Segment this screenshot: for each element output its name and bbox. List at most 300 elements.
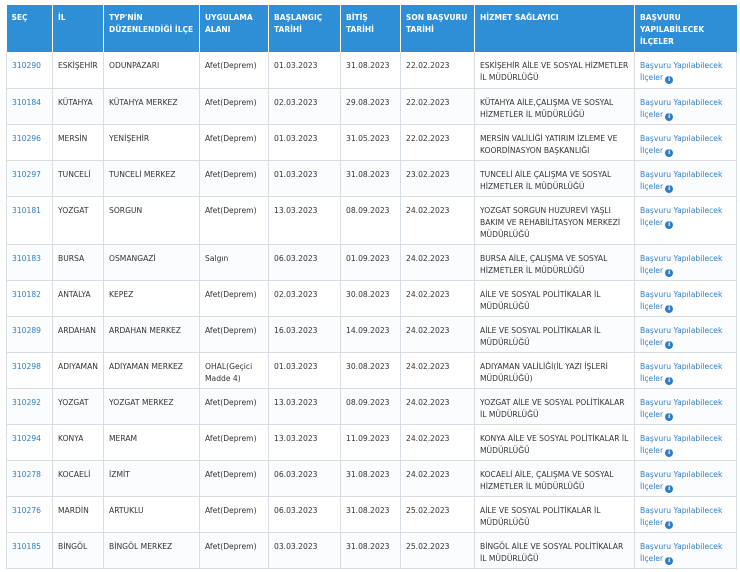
header-ilce: TYP'NİN DÜZENLENDİĞİ İLÇE <box>104 5 200 52</box>
cell-saglayici <box>475 196 635 244</box>
cell-basvuru-ilceler[interactable] <box>635 160 737 196</box>
info-icon[interactable]: i <box>665 485 673 493</box>
cell-son <box>401 424 475 460</box>
cell-saglayici <box>475 316 635 352</box>
cell-il <box>53 88 104 124</box>
cell-ilce-text: ARDAHAN MERKEZ <box>109 325 181 335</box>
cell-alan <box>200 160 269 196</box>
cell-il-text: ADIYAMAN <box>58 361 98 371</box>
cell-saglayici <box>475 88 635 124</box>
cell-sec[interactable] <box>7 388 53 424</box>
cell-ilce-text: KEPEZ <box>109 289 134 299</box>
cell-bitis-text: 31.08.2023 <box>346 541 390 551</box>
cell-sec[interactable] <box>7 160 53 196</box>
select-program-link[interactable]: 310296 <box>12 133 41 143</box>
cell-baslangic <box>269 88 341 124</box>
cell-baslangic <box>269 388 341 424</box>
eligible-districts-link[interactable] <box>640 398 722 419</box>
cell-alan <box>200 124 269 160</box>
cell-son <box>401 196 475 244</box>
cell-saglayici <box>475 124 635 160</box>
cell-il <box>53 196 104 244</box>
table-row <box>7 496 737 532</box>
cell-son <box>401 496 475 532</box>
select-program-link[interactable]: 310297 <box>12 169 41 179</box>
cell-il <box>53 52 104 88</box>
cell-son-text: 24.02.2023 <box>406 205 450 215</box>
cell-bitis <box>341 460 401 496</box>
cell-alan <box>200 460 269 496</box>
eligible-districts-link[interactable] <box>640 206 722 227</box>
cell-son <box>401 352 475 388</box>
cell-ilce <box>104 424 200 460</box>
cell-ilce-text: BİNGÖL MERKEZ <box>109 541 173 551</box>
eligible-districts-label: Başvuru Yapılabilecek İlçeler <box>640 289 723 311</box>
cell-son <box>401 532 475 568</box>
cell-ilce-text: ARTUKLU <box>109 505 144 515</box>
cell-bitis-text: 11.09.2023 <box>346 433 390 443</box>
cell-il-text: BURSA <box>58 253 85 263</box>
cell-alan <box>200 196 269 244</box>
cell-sec[interactable] <box>7 52 53 88</box>
cell-alan-text: Afet(Deprem) <box>205 61 257 70</box>
eligible-districts-link[interactable] <box>640 134 722 155</box>
select-program-link[interactable]: 310292 <box>12 397 41 407</box>
cell-baslangic <box>269 196 341 244</box>
cell-baslangic-text: 13.03.2023 <box>274 433 318 443</box>
cell-saglayici <box>475 244 635 280</box>
select-program-link[interactable]: 310278 <box>12 469 41 479</box>
cell-bitis <box>341 280 401 316</box>
cell-saglayici <box>475 424 635 460</box>
cell-son-text: 25.02.2023 <box>406 505 450 515</box>
info-icon[interactable]: i <box>665 377 673 385</box>
select-program-link[interactable]: 310289 <box>12 325 41 335</box>
select-program-link[interactable]: 310276 <box>12 505 41 515</box>
cell-bitis-text: 08.09.2023 <box>346 205 390 215</box>
cell-il-text: BİNGÖL <box>58 541 88 551</box>
cell-saglayici-text: BURSA AİLE, ÇALIŞMA VE SOSYAL HİZMETLER İL MÜDÜRLÜĞÜ <box>480 253 608 275</box>
eligible-districts-link[interactable] <box>640 61 722 82</box>
table-row <box>7 280 737 316</box>
eligible-districts-label: Başvuru Yapılabilecek İlçeler <box>640 433 723 455</box>
program-table <box>6 5 737 569</box>
cell-son-text: 22.02.2023 <box>406 61 450 70</box>
cell-son-text: 24.02.2023 <box>406 433 450 443</box>
cell-saglayici <box>475 496 635 532</box>
cell-son-text: 24.02.2023 <box>406 253 450 263</box>
info-icon[interactable]: i <box>665 341 673 349</box>
cell-bitis-text: 29.08.2023 <box>346 97 390 107</box>
cell-son <box>401 280 475 316</box>
info-icon[interactable]: i <box>665 413 673 421</box>
cell-son-text: 24.02.2023 <box>406 289 450 299</box>
table-row <box>7 88 737 124</box>
cell-il <box>53 124 104 160</box>
cell-baslangic <box>269 424 341 460</box>
cell-il-text: ANTALYA <box>58 289 91 299</box>
cell-il <box>53 352 104 388</box>
eligible-districts-label: Başvuru Yapılabilecek İlçeler <box>640 97 723 119</box>
cell-ilce <box>104 352 200 388</box>
cell-son-text: 22.02.2023 <box>406 133 450 143</box>
cell-il-text: KÜTAHYA <box>58 97 93 107</box>
info-icon[interactable]: i <box>665 221 673 229</box>
table-row <box>7 532 737 568</box>
eligible-districts-label: Başvuru Yapılabilecek İlçeler <box>640 541 723 563</box>
cell-ilce-text: KÜTAHYA MERKEZ <box>109 97 178 107</box>
table-header-row <box>7 5 737 52</box>
cell-baslangic-text: 01.03.2023 <box>274 133 318 143</box>
cell-bitis <box>341 88 401 124</box>
cell-ilce-text: YOZGAT MERKEZ <box>109 397 174 407</box>
cell-basvuru-ilceler[interactable] <box>635 316 737 352</box>
cell-bitis-text: 30.08.2023 <box>346 289 390 299</box>
cell-saglayici-text: YOZGAT AİLE VE SOSYAL POLİTİKALAR İL MÜDÜRLÜĞÜ <box>480 397 625 419</box>
eligible-districts-link[interactable] <box>640 170 722 191</box>
cell-bitis-text: 30.08.2023 <box>346 361 390 371</box>
select-program-link[interactable]: 310290 <box>12 61 41 70</box>
table-row <box>7 424 737 460</box>
cell-ilce <box>104 496 200 532</box>
cell-bitis <box>341 352 401 388</box>
cell-alan <box>200 532 269 568</box>
cell-basvuru-ilceler[interactable] <box>635 124 737 160</box>
info-icon[interactable]: i <box>665 557 673 565</box>
info-icon[interactable]: i <box>665 76 673 84</box>
cell-alan-text: Afet(Deprem) <box>205 97 257 107</box>
cell-baslangic <box>269 352 341 388</box>
cell-alan-text: Afet(Deprem) <box>205 505 257 515</box>
eligible-districts-label: Başvuru Yapılabilecek İlçeler <box>640 169 723 191</box>
cell-ilce <box>104 196 200 244</box>
eligible-districts-label: Başvuru Yapılabilecek İlçeler <box>640 361 723 383</box>
cell-il-text: MARDİN <box>58 505 89 515</box>
cell-alan <box>200 352 269 388</box>
cell-sec[interactable] <box>7 124 53 160</box>
cell-il <box>53 532 104 568</box>
cell-sec[interactable] <box>7 196 53 244</box>
cell-sec[interactable] <box>7 352 53 388</box>
cell-ilce-text: OSMANGAZİ <box>109 253 156 263</box>
cell-son-text: 22.02.2023 <box>406 97 450 107</box>
select-program-link[interactable]: 310185 <box>12 541 41 551</box>
cell-baslangic <box>269 532 341 568</box>
cell-baslangic-text: 03.03.2023 <box>274 541 318 551</box>
cell-alan-text: Afet(Deprem) <box>205 133 257 143</box>
cell-bitis <box>341 532 401 568</box>
cell-baslangic <box>269 124 341 160</box>
info-icon[interactable]: i <box>665 149 673 157</box>
cell-ilce <box>104 160 200 196</box>
eligible-districts-link[interactable] <box>640 434 722 455</box>
cell-bitis <box>341 52 401 88</box>
info-icon[interactable]: i <box>665 449 673 457</box>
cell-alan <box>200 316 269 352</box>
cell-il-text: YOZGAT <box>58 397 89 407</box>
cell-saglayici-text: ESKİŞEHİR AİLE VE SOSYAL HİZMETLER İL MÜDÜRLÜĞÜ <box>480 61 629 82</box>
cell-bitis-text: 31.05.2023 <box>346 133 390 143</box>
cell-saglayici-text: KONYA AİLE VE SOSYAL POLİTİKALAR İL MÜDÜRLÜĞÜ <box>480 433 629 455</box>
cell-alan-text: Afet(Deprem) <box>205 397 257 407</box>
cell-ilce <box>104 280 200 316</box>
cell-baslangic <box>269 244 341 280</box>
cell-bitis <box>341 316 401 352</box>
cell-alan-text: Afet(Deprem) <box>205 433 257 443</box>
cell-ilce <box>104 244 200 280</box>
cell-saglayici-text: AİLE VE SOSYAL POLİTİKALAR İL MÜDÜRLÜĞÜ <box>480 325 601 347</box>
cell-ilce <box>104 88 200 124</box>
cell-baslangic-text: 13.03.2023 <box>274 397 318 407</box>
cell-saglayici <box>475 52 635 88</box>
cell-alan <box>200 424 269 460</box>
cell-baslangic <box>269 280 341 316</box>
header-saglayici: HİZMET SAĞLAYICI <box>475 5 635 52</box>
cell-saglayici-text: BİNGÖL AİLE VE SOSYAL POLİTİKALAR İL MÜDÜRLÜĞÜ <box>480 541 624 563</box>
cell-basvuru-ilceler[interactable] <box>635 352 737 388</box>
cell-baslangic <box>269 52 341 88</box>
cell-sec[interactable] <box>7 316 53 352</box>
info-icon[interactable]: i <box>665 305 673 313</box>
table-row <box>7 124 737 160</box>
eligible-districts-label: Başvuru Yapılabilecek İlçeler <box>640 253 723 275</box>
cell-son <box>401 88 475 124</box>
cell-son <box>401 460 475 496</box>
cell-baslangic-text: 02.03.2023 <box>274 97 318 107</box>
cell-saglayici <box>475 532 635 568</box>
cell-sec[interactable] <box>7 244 53 280</box>
cell-saglayici <box>475 388 635 424</box>
cell-il <box>53 496 104 532</box>
cell-saglayici-text: KOCAELİ AİLE, ÇALIŞMA VE SOSYAL HİZMETLER İL MÜDÜRLÜĞÜ <box>480 469 614 491</box>
cell-saglayici <box>475 460 635 496</box>
cell-il-text: KONYA <box>58 433 84 443</box>
cell-il-text: KOCAELİ <box>58 469 91 479</box>
cell-alan-text: Afet(Deprem) <box>205 289 257 299</box>
cell-alan-text: Afet(Deprem) <box>205 169 257 179</box>
eligible-districts-label: Başvuru Yapılabilecek İlçeler <box>640 469 723 491</box>
eligible-districts-label: Başvuru Yapılabilecek İlçeler <box>640 325 723 347</box>
cell-ilce <box>104 52 200 88</box>
cell-ilce <box>104 460 200 496</box>
info-icon[interactable]: i <box>665 269 673 277</box>
cell-il-text: ESKİŞEHİR <box>58 61 98 70</box>
select-program-link[interactable]: 310298 <box>12 361 41 371</box>
cell-saglayici <box>475 160 635 196</box>
cell-bitis <box>341 496 401 532</box>
cell-alan <box>200 244 269 280</box>
info-icon[interactable]: i <box>665 113 673 121</box>
table-body <box>7 52 737 568</box>
header-alan: UYGULAMA ALANI <box>200 5 269 52</box>
cell-son <box>401 388 475 424</box>
cell-baslangic-text: 02.03.2023 <box>274 289 318 299</box>
header-son-basvuru: SON BAŞVURU TARİHİ <box>401 5 475 52</box>
info-icon[interactable]: i <box>665 521 673 529</box>
cell-sec[interactable] <box>7 88 53 124</box>
cell-bitis <box>341 244 401 280</box>
cell-alan-text: Afet(Deprem) <box>205 325 257 335</box>
eligible-districts-link[interactable] <box>640 326 722 347</box>
cell-baslangic-text: 06.03.2023 <box>274 505 318 515</box>
eligible-districts-link[interactable] <box>640 98 722 119</box>
cell-basvuru-ilceler[interactable] <box>635 196 737 244</box>
header-sec: SEÇ <box>7 5 53 52</box>
cell-alan-text: Afet(Deprem) <box>205 205 257 215</box>
cell-ilce-text: SORGUN <box>109 205 143 215</box>
eligible-districts-link[interactable] <box>640 362 722 383</box>
select-program-link[interactable]: 310181 <box>12 205 41 215</box>
table-row <box>7 316 737 352</box>
select-program-link[interactable]: 310183 <box>12 253 41 263</box>
eligible-districts-label: Başvuru Yapılabilecek İlçeler <box>640 61 723 82</box>
cell-basvuru-ilceler[interactable] <box>635 52 737 88</box>
cell-basvuru-ilceler[interactable] <box>635 496 737 532</box>
cell-ilce-text: YENİŞEHİR <box>109 133 150 143</box>
cell-saglayici-text: KÜTAHYA AİLE,ÇALIŞMA VE SOSYAL HİZMETLER İL MÜDÜRLÜĞÜ <box>480 97 614 119</box>
cell-il-text: ARDAHAN <box>58 325 96 335</box>
cell-il-text: MERSİN <box>58 133 88 143</box>
cell-son-text: 25.02.2023 <box>406 541 450 551</box>
cell-baslangic <box>269 460 341 496</box>
cell-ilce <box>104 124 200 160</box>
cell-sec[interactable] <box>7 460 53 496</box>
cell-il <box>53 388 104 424</box>
header-bitis: BİTİŞ TARİHİ <box>341 5 401 52</box>
cell-basvuru-ilceler[interactable] <box>635 460 737 496</box>
eligible-districts-label: Başvuru Yapılabilecek İlçeler <box>640 205 723 227</box>
table-row <box>7 244 737 280</box>
cell-saglayici-text: TUNCELİ AİLE ÇALIŞMA VE SOSYAL HİZMETLER İL MÜDÜRLÜĞÜ <box>480 169 612 191</box>
cell-baslangic <box>269 160 341 196</box>
eligible-districts-link[interactable] <box>640 254 722 275</box>
cell-basvuru-ilceler[interactable] <box>635 88 737 124</box>
cell-sec[interactable] <box>7 532 53 568</box>
cell-ilce <box>104 388 200 424</box>
cell-baslangic-text: 01.03.2023 <box>274 361 318 371</box>
cell-baslangic-text: 13.03.2023 <box>274 205 318 215</box>
cell-il <box>53 424 104 460</box>
select-program-link[interactable]: 310294 <box>12 433 41 443</box>
cell-saglayici-text: YOZGAT SORGUN HUZUREVİ YAŞLI BAKIM VE REHABİLİTASYON MERKEZİ MÜDÜRLÜĞÜ <box>480 205 621 239</box>
header-baslangic: BAŞLANGIÇ TARİHİ <box>269 5 341 52</box>
cell-son-text: 24.02.2023 <box>406 361 450 371</box>
cell-son <box>401 316 475 352</box>
cell-alan <box>200 388 269 424</box>
cell-bitis-text: 01.09.2023 <box>346 253 390 263</box>
table-row <box>7 388 737 424</box>
cell-basvuru-ilceler[interactable] <box>635 388 737 424</box>
cell-saglayici-text: AİLE VE SOSYAL POLİTİKALAR İL MÜDÜRLÜĞÜ <box>480 505 601 527</box>
cell-il <box>53 460 104 496</box>
eligible-districts-label: Başvuru Yapılabilecek İlçeler <box>640 397 723 419</box>
cell-ilce-text: ADIYAMAN MERKEZ <box>109 361 183 371</box>
cell-bitis-text: 31.08.2023 <box>346 505 390 515</box>
cell-il <box>53 280 104 316</box>
eligible-districts-link[interactable] <box>640 506 722 527</box>
header-il: İL <box>53 5 104 52</box>
cell-alan <box>200 52 269 88</box>
cell-son-text: 24.02.2023 <box>406 469 450 479</box>
cell-ilce <box>104 316 200 352</box>
cell-baslangic-text: 16.03.2023 <box>274 325 318 335</box>
cell-il <box>53 316 104 352</box>
cell-alan-text: Afet(Deprem) <box>205 541 257 551</box>
cell-bitis <box>341 124 401 160</box>
cell-sec[interactable] <box>7 424 53 460</box>
cell-son <box>401 244 475 280</box>
eligible-districts-label: Başvuru Yapılabilecek İlçeler <box>640 133 723 155</box>
cell-basvuru-ilceler[interactable] <box>635 280 737 316</box>
cell-saglayici <box>475 280 635 316</box>
cell-son <box>401 52 475 88</box>
header-basvuru-ilceler: BAŞVURU YAPILABİLECEK İLÇELER <box>635 5 737 52</box>
cell-ilce-text: MERAM <box>109 433 138 443</box>
cell-alan <box>200 280 269 316</box>
select-program-link[interactable]: 310184 <box>12 97 41 107</box>
cell-alan <box>200 496 269 532</box>
cell-baslangic <box>269 496 341 532</box>
cell-alan-text: Salgın <box>205 253 229 263</box>
eligible-districts-link[interactable] <box>640 542 722 563</box>
cell-sec[interactable] <box>7 280 53 316</box>
cell-saglayici-text: AİLE VE SOSYAL POLİTİKALAR İL MÜDÜRLÜĞÜ <box>480 289 601 311</box>
table-row <box>7 196 737 244</box>
cell-saglayici-text: MERSİN VALİLİĞİ YATIRIM İZLEME VE KOORDİNASYON BAŞKANLIĞI <box>480 133 618 155</box>
cell-alan-text: Afet(Deprem) <box>205 469 257 479</box>
cell-ilce-text: İZMİT <box>109 469 130 479</box>
cell-alan <box>200 88 269 124</box>
eligible-districts-link[interactable] <box>640 290 722 311</box>
cell-bitis-text: 08.09.2023 <box>346 397 390 407</box>
eligible-districts-link[interactable] <box>640 470 722 491</box>
cell-son-text: 24.02.2023 <box>406 325 450 335</box>
cell-baslangic <box>269 316 341 352</box>
cell-bitis-text: 31.08.2023 <box>346 61 390 70</box>
cell-alan-text: OHAL(Geçici Madde 4) <box>205 361 253 383</box>
cell-bitis <box>341 196 401 244</box>
cell-bitis <box>341 388 401 424</box>
cell-son <box>401 124 475 160</box>
info-icon[interactable]: i <box>665 185 673 193</box>
table-row <box>7 160 737 196</box>
cell-il <box>53 160 104 196</box>
cell-bitis <box>341 424 401 460</box>
cell-basvuru-ilceler[interactable] <box>635 532 737 568</box>
eligible-districts-label: Başvuru Yapılabilecek İlçeler <box>640 505 723 527</box>
cell-il <box>53 244 104 280</box>
cell-bitis-text: 14.09.2023 <box>346 325 390 335</box>
table-row <box>7 352 737 388</box>
cell-basvuru-ilceler[interactable] <box>635 424 737 460</box>
cell-sec[interactable] <box>7 496 53 532</box>
cell-baslangic-text: 01.03.2023 <box>274 169 318 179</box>
table-row <box>7 460 737 496</box>
table-row <box>7 52 737 88</box>
cell-baslangic-text: 01.03.2023 <box>274 61 318 70</box>
select-program-link[interactable]: 310182 <box>12 289 41 299</box>
cell-baslangic-text: 06.03.2023 <box>274 469 318 479</box>
cell-saglayici <box>475 352 635 388</box>
cell-basvuru-ilceler[interactable] <box>635 244 737 280</box>
cell-son-text: 24.02.2023 <box>406 397 450 407</box>
cell-baslangic-text: 06.03.2023 <box>274 253 318 263</box>
cell-son <box>401 160 475 196</box>
cell-bitis-text: 31.08.2023 <box>346 469 390 479</box>
cell-ilce <box>104 532 200 568</box>
cell-il-text: YOZGAT <box>58 205 89 215</box>
cell-bitis <box>341 160 401 196</box>
